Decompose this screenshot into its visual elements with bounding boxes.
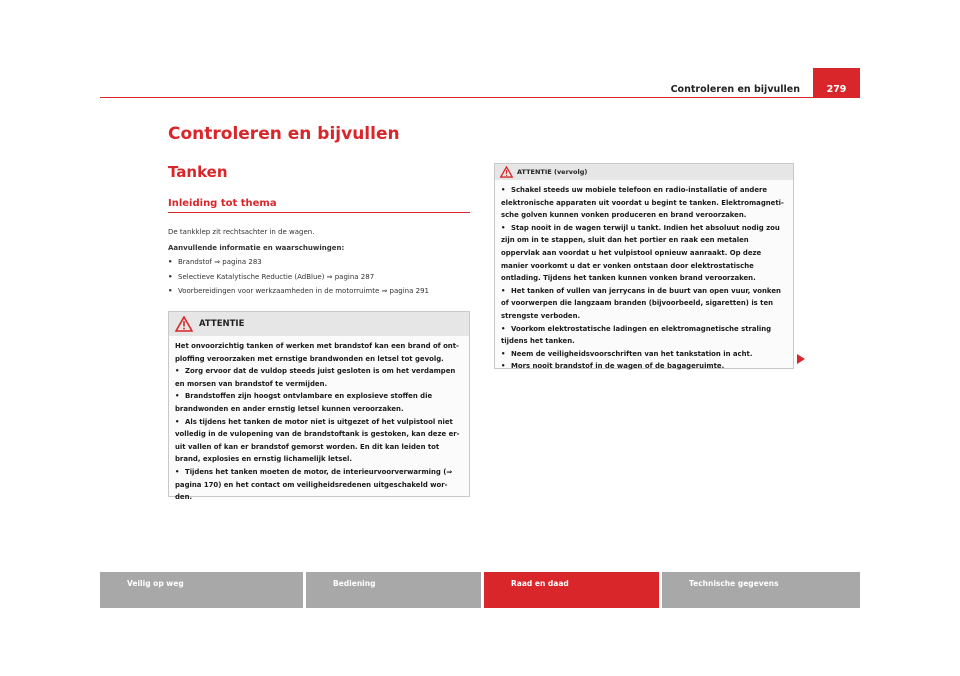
- subsection-title: Inleiding tot thema: [168, 198, 277, 209]
- bullet-icon: •: [501, 362, 506, 371]
- intro-subhead: Aanvullende informatie en waarschuwingen:: [168, 243, 345, 252]
- list-item: [175, 466, 463, 504]
- bullet-icon: •: [168, 287, 173, 295]
- warning-item: Voorkom elektrostatische ladingen en elektromagnetische straling tijdens het tanken.: [501, 324, 772, 346]
- bullet-icon: •: [175, 467, 180, 476]
- warning-label: ATTENTIE: [199, 319, 245, 329]
- list-item: [501, 323, 787, 348]
- footer-tab-technische-gegevens[interactable]: Technische gegevens: [662, 572, 860, 608]
- warning-box-continued: [494, 163, 794, 369]
- intro-section: [168, 225, 470, 299]
- footer-tab-veilig-op-weg[interactable]: Veilig op weg: [100, 572, 303, 608]
- warning-header: [169, 312, 469, 336]
- warning-item: Stap nooit in de wagen terwijl u tankt. Indien het absoluut nodig zou zijn om in te stappen, sluit dan het portier en raak een metalen oppervlak aan voordat u het vulpistool opnieuw aanraakt. Op deze manier voorkomt u dat er vonken ontstaan door elektrostatische ontlading. Tijdens het tanken kunnen vonken brand veroorzaken.: [501, 223, 780, 283]
- bullet-icon: •: [175, 367, 180, 376]
- bullet-icon: •: [168, 258, 173, 266]
- warning-body: [169, 336, 469, 510]
- list-item: [168, 270, 470, 285]
- list-item: [168, 284, 470, 299]
- continue-arrow-icon[interactable]: [797, 354, 805, 364]
- bullet-icon: •: [501, 186, 506, 194]
- warning-item: Als tijdens het tanken de motor niet is uitgezet of het vulpistool niet volledig in de vulopening van de brandstoftank is gestoken, kan deze er-uit vallen of kan er brandstof gemorst worden. En dit kan leiden tot brand, explosies en ernstig lichamelijk letsel.: [175, 417, 460, 464]
- warning-body: [495, 180, 793, 379]
- warning-item: Schakel steeds uw mobiele telefoon en radio-installatie of andere elektronische apparaten uit voordat u begint te tanken. Elektromagneti-sche golven kunnen vonken produceren en brand veroorzaken.: [501, 186, 784, 220]
- bullet-icon: •: [175, 417, 180, 426]
- intro-text: De tankklep zit rechtsachter in de wagen.: [168, 228, 315, 236]
- list-item: [501, 222, 787, 285]
- reference-link[interactable]: Brandstof ⇒ pagina 283: [178, 258, 262, 266]
- warning-header: [495, 164, 793, 180]
- warning-item: Tijdens het tanken moeten de motor, de interieurvoorverwarming (⇒ pagina 170) en het contact om veiligheidsredenen uitgeschakeld wor-den.: [175, 467, 453, 502]
- warning-item: Brandstoffen zijn hoogst ontvlambare en explosieve stoffen die brandwonden en ander ernstig letsel kunnen veroorzaken.: [175, 392, 433, 413]
- bullet-icon: •: [501, 286, 506, 295]
- warning-triangle-icon: [500, 166, 513, 178]
- warning-triangle-icon: [175, 316, 193, 332]
- subsection-rule: [168, 212, 470, 213]
- warning-item: Mors nooit brandstof in de wagen of de bagageruimte.: [511, 362, 725, 371]
- page-number: 279: [813, 68, 860, 98]
- warning-paragraph: Het onvoorzichtig tanken of werken met brandstof kan een brand of ont-ploffing veroorzaken met ernstige brandwonden en letsel tot gevolg.: [175, 342, 459, 363]
- reference-link[interactable]: Voorbereidingen voor werkzaamheden in de motorruimte ⇒ pagina 291: [178, 287, 429, 295]
- warning-item: Neem de veiligheidsvoorschriften van het tankstation in acht.: [511, 349, 753, 358]
- list-item: [175, 416, 463, 466]
- list-item: [501, 184, 787, 222]
- reference-link[interactable]: Selectieve Katalytische Reductie (AdBlue) ⇒ pagina 287: [178, 272, 375, 281]
- footer-tab-bediening[interactable]: Bediening: [306, 572, 481, 608]
- bullet-icon: •: [168, 272, 173, 281]
- list-item: [168, 255, 470, 270]
- chapter-title: Controleren en bijvullen: [168, 124, 400, 144]
- running-header-title: Controleren en bijvullen: [670, 84, 800, 95]
- bullet-icon: •: [501, 349, 506, 358]
- list-item: [175, 365, 463, 390]
- bullet-icon: •: [501, 223, 506, 232]
- warning-item: Zorg ervoor dat de vuldop steeds juist gesloten is om het verdampen en morsen van brandstof te vermijden.: [175, 367, 456, 388]
- list-item: [501, 348, 787, 361]
- list-item: [501, 360, 787, 373]
- warning-box: [168, 311, 470, 502]
- list-item: [175, 390, 463, 415]
- footer-nav: [100, 572, 860, 608]
- list-item: [501, 285, 787, 323]
- bullet-icon: •: [175, 392, 180, 401]
- section-title: Tanken: [168, 163, 228, 181]
- warning-label: ATTENTIE (vervolg): [517, 168, 588, 176]
- header-rule: [100, 97, 860, 98]
- footer-tab-raad-en-daad[interactable]: Raad en daad: [484, 572, 659, 608]
- warning-item: Het tanken of vullen van jerrycans in de buurt van open vuur, vonken of voorwerpen die langzaam branden (bijvoorbeeld, sigaretten) is ten strengste verboden.: [501, 286, 781, 320]
- bullet-icon: •: [501, 324, 506, 333]
